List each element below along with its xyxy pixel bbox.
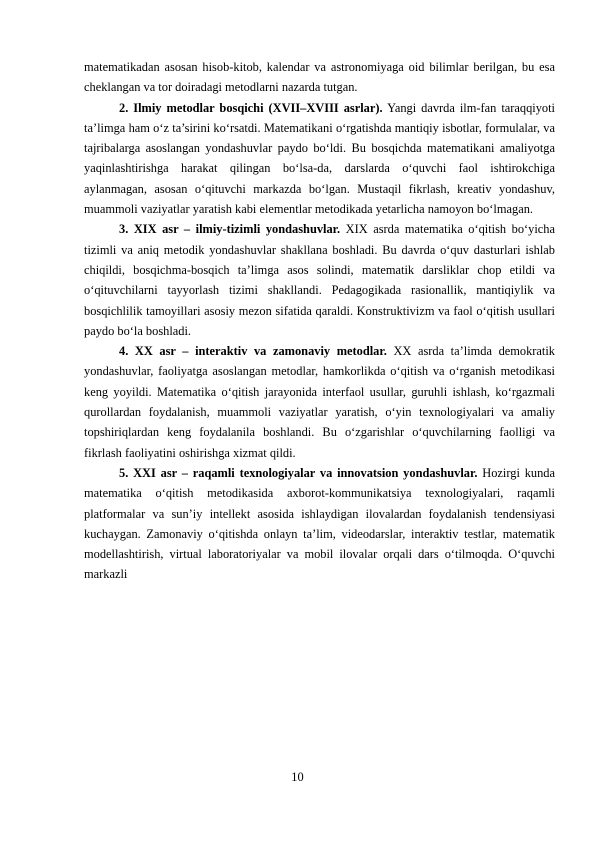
paragraph-heading: 2. Ilmiy metodlar bosqichi (XVII–XVIII asrlar). xyxy=(119,100,383,115)
paragraph-text: Yangi davrda ilm-fan taraqqiyoti ta’limga ham o‘z ta’sirini ko‘rsatdi. Matematikani o‘rgatishda mantiqiy isbotlar, formulalar, va tajribalarga asoslangan yondashuvlar paydo bo‘ldi. Bu bosqichda matematikani amaliyotga yaqinlashtirishga harakat qilingan bo‘lsa-da, darslarda o‘quvchi faol ishtirokchiga aylanmagan, asosan o‘qituvchi markazda bo‘lgan. Mustaqil fikrlash, kreativ yondashuv, muammoli vaziyatlar yaratish kabi elementlar metodikada yetarlicha namoyon bo‘lmagan. xyxy=(84,100,555,217)
paragraph-text: XIX asrda matematika o‘qitish bo‘yicha tizimli va aniq metodik yondashuvlar shakllana boshladi. Bu davrda o‘quv dasturlari ishlab chiqildi, bosqichma-bosqich ta’limga asos solindi, matematik darsliklar chop etildi va o‘qituvchilarni tayyorlash tizimi shakllandi. Pedagogikada rasionallik, mantiqiylik va bosqichlilik tamoyillari asosiy mezon sifatida qaraldi. Konstruktivizm va faol o‘qitish usullari paydo bo‘la boshladi. xyxy=(84,222,555,338)
paragraph-text: XX asrda ta’limda demokratik yondashuvlar, faoliyatga asoslangan metodlar, hamkorlikda o‘qitish va o‘rganish metodikasi keng yoyildi. Matematika o‘qitish jarayonida interfaol usullar, guruhli ishlash, ko‘rgazmali qurollardan foydalanish, muammoli vaziyatlar yaratish, o‘yin texnologiyalari va amaliy topshiriqlardan keng foydalanila boshlandi. Bu o‘zgarishlar o‘quvchilarning faolligi va fikrlash faoliyatini oshirishga xizmat qildi. xyxy=(84,344,555,460)
paragraph-intro-continuation xyxy=(84,57,555,98)
paragraph-heading: 5. XXI asr – raqamli texnologiyalar va innovatsion yondashuvlar. xyxy=(119,465,478,480)
document-page xyxy=(84,57,555,585)
paragraph-text: matematikadan asosan hisob-kitob, kalendar va astronomiyaga oid bilimlar berilgan, bu esa cheklangan va tor doiradagi metodlarni nazarda tutgan. xyxy=(84,60,555,95)
paragraph-21st-century xyxy=(84,463,555,585)
paragraph-heading: 3. XIX asr – ilmiy-tizimli yondashuvlar. xyxy=(119,222,341,237)
paragraph-19th-century xyxy=(84,219,555,341)
page-number: 10 xyxy=(291,770,304,784)
paragraph-heading: 4. XX asr – interaktiv va zamonaviy metodlar. xyxy=(119,344,387,359)
paragraph-20th-century xyxy=(84,341,555,463)
paragraph-text: Hozirgi kunda matematika o‘qitish metodikasida axborot-kommunikatsiya texnologiyalari, raqamli platformalar va sun’iy intellekt asosida ishlaydigan ilovalardan foydalanish tendensiyasi kuchaygan. Zamonaviy o‘qitishda onlayn ta’lim, videodarslar, interaktiv testlar, matematik modellashtirish, virtual laboratoriyalar va mobil ilovalar orqali dars o‘tilmoqda. O‘quvchi markazli xyxy=(84,465,555,582)
paragraph-scientific-methods xyxy=(84,98,555,220)
